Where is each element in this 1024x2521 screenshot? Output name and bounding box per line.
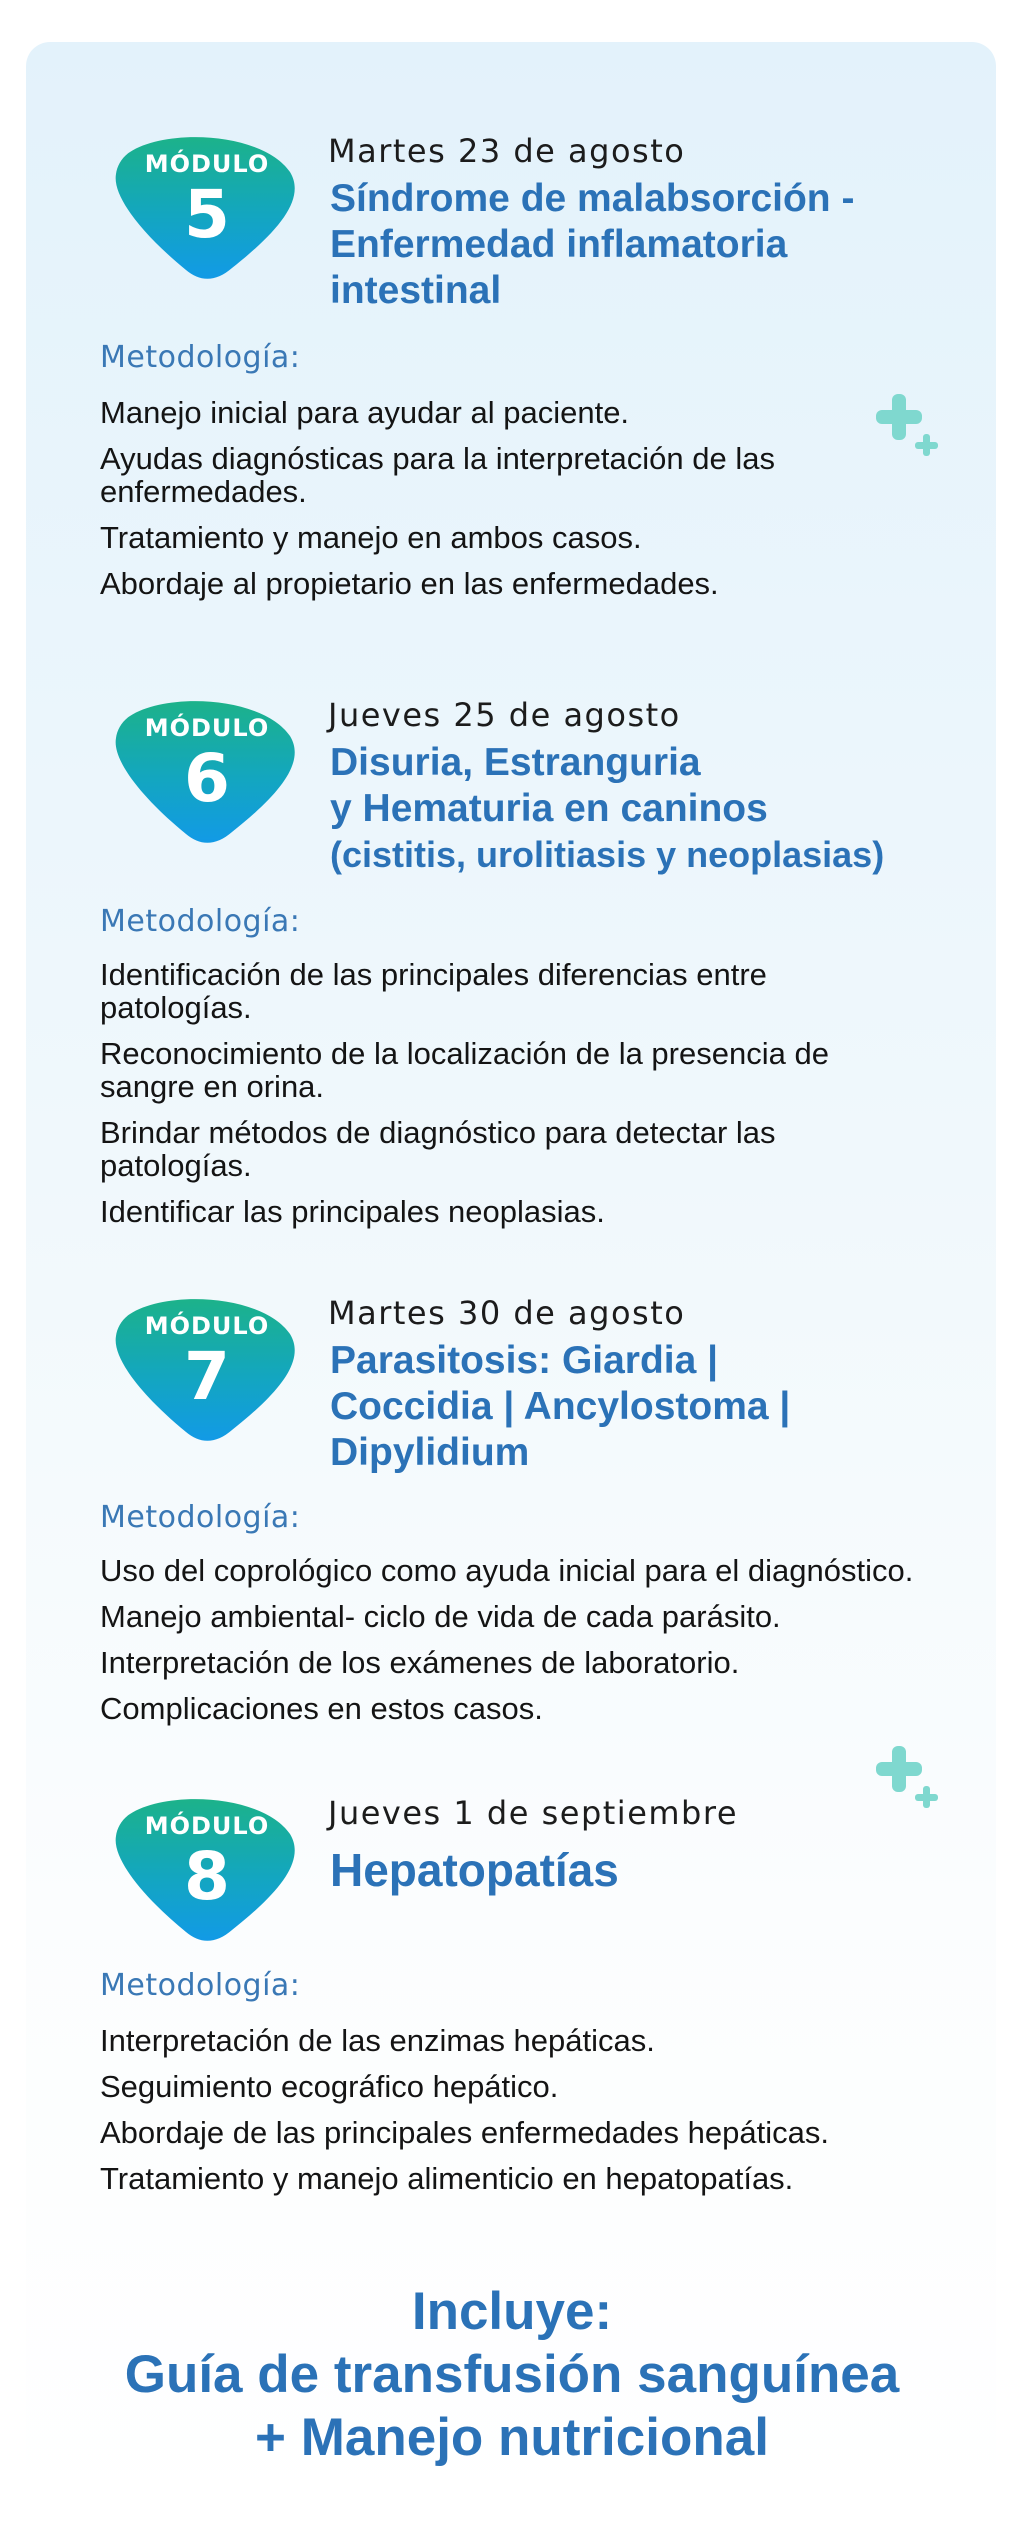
methodology-label: Metodología: — [100, 1500, 301, 1535]
includes-section — [0, 2280, 1024, 2469]
includes-item: Guía de transfusión sanguínea — [124, 2345, 900, 2404]
title-line: Síndrome de malabsorción - — [330, 177, 855, 220]
list-item: Interpretación de las enzimas hepáticas. — [100, 2023, 655, 2058]
title-line: Disuria, Estranguria — [330, 741, 701, 784]
list-item: Tratamiento y manejo en ambos casos. — [100, 520, 642, 555]
title-line: Dipylidium — [330, 1431, 530, 1474]
methodology-list — [100, 2024, 829, 2208]
medical-cross-icon — [872, 392, 944, 464]
list-item: Brindar métodos de diagnóstico para detectar las patologías. — [100, 1115, 776, 1183]
list-item: Manejo ambiental- ciclo de vida de cada parásito. — [100, 1599, 781, 1634]
list-item: Ayudas diagnósticas para la interpretación de las enfermedades. — [100, 441, 775, 509]
module-date: Jueves 25 de agosto — [328, 696, 681, 734]
list-item: Interpretación de los exámenes de laboratorio. — [100, 1645, 740, 1680]
title-line: Enfermedad inflamatoria — [330, 223, 788, 266]
module-title — [330, 176, 854, 314]
list-item: Reconocimiento de la localización de la presencia de sangre en orina. — [100, 1036, 829, 1104]
methodology-label: Metodología: — [100, 340, 301, 375]
list-item: Seguimiento ecográfico hepático. — [100, 2069, 559, 2104]
badge-label: MÓDULO — [144, 714, 270, 742]
module-date: Jueves 1 de septiembre — [328, 1794, 738, 1832]
badge-label: MÓDULO — [144, 150, 270, 178]
list-item: Manejo inicial para ayudar al paciente. — [100, 395, 630, 430]
module-badge — [112, 1288, 302, 1448]
includes-item: + Manejo nutricional — [255, 2408, 769, 2467]
list-item: Identificación de las principales diferencias entre patologías. — [100, 957, 767, 1025]
methodology-list — [100, 1554, 913, 1738]
methodology-label: Metodología: — [100, 904, 301, 939]
title-line: (cistitis, urolitiasis y neoplasias) — [330, 834, 885, 875]
module-number: 8 — [184, 1838, 230, 1915]
list-item: Uso del coprológico como ayuda inicial para el diagnóstico. — [100, 1553, 914, 1588]
methodology-list — [100, 958, 829, 1241]
module-title — [330, 1844, 619, 1896]
module-title — [330, 1338, 790, 1476]
title-line: intestinal — [330, 269, 502, 312]
module-badge — [112, 1788, 302, 1948]
module-title — [330, 740, 884, 878]
title-line: Hepatopatías — [330, 1844, 619, 1896]
list-item: Tratamiento y manejo alimenticio en hepatopatías. — [100, 2161, 794, 2196]
module-number: 7 — [184, 1338, 230, 1415]
module-number: 6 — [184, 740, 230, 817]
methodology-list — [100, 396, 775, 613]
module-badge — [112, 690, 302, 850]
badge-label: MÓDULO — [144, 1812, 270, 1840]
list-item: Abordaje de las principales enfermedades hepáticas. — [100, 2115, 829, 2150]
title-line: Coccidia | Ancylostoma | — [330, 1385, 791, 1428]
module-number: 5 — [184, 176, 230, 253]
medical-cross-icon — [872, 1744, 944, 1816]
module-date: Martes 23 de agosto — [328, 132, 686, 170]
includes-heading: Incluye: — [411, 2282, 613, 2341]
module-badge — [112, 126, 302, 286]
title-line: Parasitosis: Giardia | — [330, 1339, 719, 1382]
title-line: y Hematuria en caninos — [330, 787, 768, 830]
list-item: Complicaciones en estos casos. — [100, 1691, 543, 1726]
badge-label: MÓDULO — [144, 1312, 270, 1340]
list-item: Abordaje al propietario en las enfermedades. — [100, 566, 719, 601]
methodology-label: Metodología: — [100, 1968, 301, 2003]
list-item: Identificar las principales neoplasias. — [100, 1194, 605, 1229]
module-date: Martes 30 de agosto — [328, 1294, 686, 1332]
